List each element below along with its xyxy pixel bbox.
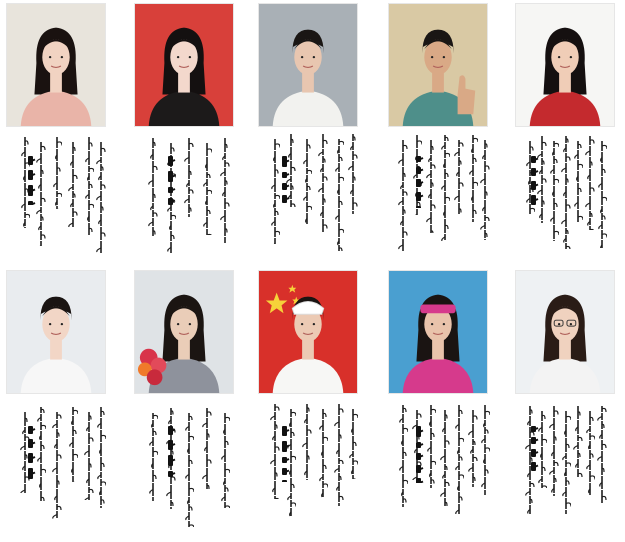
script-line [480, 140, 490, 240]
script-line [561, 136, 571, 249]
name-heading [164, 156, 178, 206]
script-line [96, 407, 106, 508]
vertical-script-caption [6, 128, 106, 258]
script-line [68, 407, 78, 482]
name-heading [527, 426, 541, 472]
script-line [302, 404, 312, 480]
portrait-photo [258, 270, 358, 394]
vertical-script-caption [134, 398, 234, 528]
script-line [84, 412, 94, 500]
vertical-script-caption [258, 128, 358, 258]
name-heading [164, 426, 178, 481]
portrait-photo [6, 270, 106, 394]
script-line [597, 141, 607, 248]
script-line [585, 411, 595, 495]
name-heading [412, 156, 426, 208]
script-line [561, 411, 571, 514]
script-line [440, 410, 450, 506]
name-heading [278, 426, 292, 482]
portrait-photo [515, 270, 615, 394]
portrait-photo [134, 3, 234, 127]
script-line [426, 140, 436, 233]
vertical-script-caption [388, 128, 488, 258]
script-line [398, 405, 408, 507]
vertical-script-caption [6, 398, 106, 528]
script-line [549, 406, 559, 496]
portrait-photo [515, 3, 615, 127]
script-line [302, 139, 312, 225]
script-line [84, 137, 94, 235]
script-line [318, 409, 328, 498]
script-line [96, 142, 106, 253]
portrait-photo [388, 3, 488, 127]
script-line [468, 135, 478, 222]
script-line [52, 137, 62, 209]
script-line [148, 413, 158, 501]
script-line [454, 140, 464, 214]
script-line [220, 138, 230, 243]
script-line [468, 410, 478, 487]
portrait-photo [388, 270, 488, 394]
script-line [348, 409, 358, 479]
name-heading [412, 426, 426, 483]
script-line [334, 404, 344, 506]
script-line [454, 405, 464, 514]
name-heading [278, 156, 292, 207]
portrait-photo [134, 270, 234, 394]
script-line [318, 134, 328, 233]
name-heading [527, 156, 541, 209]
script-line [440, 135, 450, 241]
portrait-photo [6, 3, 106, 127]
script-line [549, 141, 559, 241]
vertical-script-caption [258, 398, 358, 528]
script-line [52, 412, 62, 519]
script-line [573, 141, 583, 222]
script-line [426, 405, 436, 488]
script-line [334, 139, 344, 251]
script-line [184, 138, 194, 217]
script-line [348, 134, 358, 214]
vertical-script-caption [388, 398, 488, 528]
script-line [220, 413, 230, 508]
vertical-script-caption [515, 398, 615, 528]
script-line [148, 138, 158, 236]
script-line [585, 136, 595, 230]
script-line [480, 405, 490, 495]
script-line [184, 413, 194, 527]
script-line [597, 406, 607, 503]
script-line [398, 140, 408, 252]
name-heading [24, 426, 38, 480]
portrait-photo [258, 3, 358, 127]
script-line [202, 408, 212, 490]
vertical-script-caption [515, 128, 615, 258]
script-line [202, 143, 212, 235]
script-line [68, 142, 78, 227]
script-line [573, 406, 583, 477]
vertical-script-caption [134, 128, 234, 258]
name-heading [24, 156, 38, 205]
